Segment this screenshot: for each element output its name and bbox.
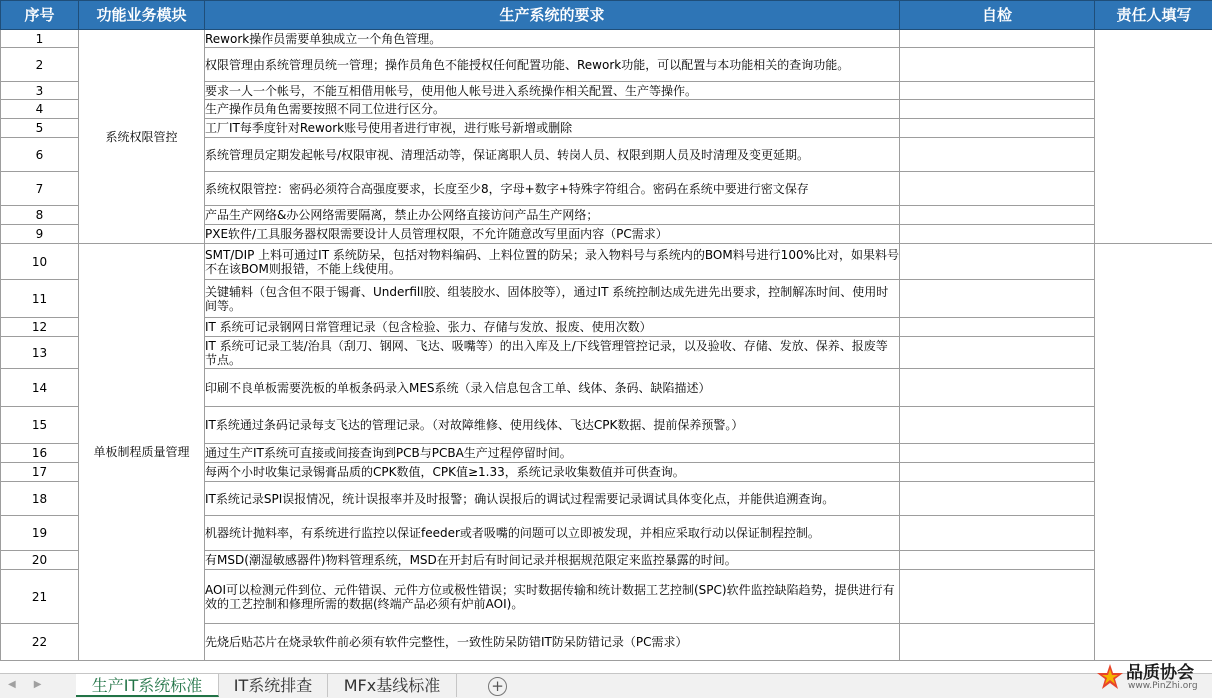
requirement-cell[interactable]: 机器统计抛料率，有系统进行监控以保证feeder或者吸嘴的问题可以立即被发现，并相应采取行动以保证制程控制。	[205, 516, 900, 551]
header-self-check[interactable]: 自检	[900, 1, 1095, 30]
self-check-cell[interactable]	[900, 318, 1095, 337]
row-number[interactable]: 22	[1, 624, 79, 661]
tab-production-it-standard[interactable]: 生产IT系统标准	[76, 674, 219, 697]
requirement-cell[interactable]: 生产操作员角色需要按照不同工位进行区分。	[205, 100, 900, 119]
module-cell-board-quality[interactable]: 单板制程质量管理	[79, 244, 205, 661]
self-check-cell[interactable]	[900, 138, 1095, 172]
requirement-cell[interactable]: Rework操作员需要单独成立一个角色管理。	[205, 30, 900, 48]
module-cell-permission[interactable]: 系统权限管控	[79, 30, 205, 244]
requirement-cell[interactable]: 权限管理由系统管理员统一管理；操作员角色不能授权任何配置功能、Rework功能，可以配置与本功能相关的查询功能。	[205, 48, 900, 82]
self-check-cell[interactable]	[900, 369, 1095, 407]
requirement-cell[interactable]: 系统权限管控：密码必须符合高强度要求，长度至少8，字母+数字+特殊字符组合。密码在系统中要进行密文保存	[205, 172, 900, 206]
self-check-cell[interactable]	[900, 206, 1095, 225]
self-check-cell[interactable]	[900, 407, 1095, 444]
row-number[interactable]: 1	[1, 30, 79, 48]
self-check-cell[interactable]	[900, 244, 1095, 280]
requirement-cell[interactable]: 通过生产IT系统可直接或间接查询到PCB与PCBA生产过程停留时间。	[205, 444, 900, 463]
self-check-cell[interactable]	[900, 48, 1095, 82]
row-number[interactable]: 20	[1, 551, 79, 570]
requirement-cell[interactable]: 系统管理员定期发起帐号/权限审视、清理活动等，保证离职人员、转岗人员、权限到期人员及时清理及变更延期。	[205, 138, 900, 172]
requirement-cell[interactable]: PXE软件/工具服务器权限需要设计人员管理权限，不允许随意改写里面内容（PC需求）	[205, 225, 900, 244]
row-number[interactable]: 14	[1, 369, 79, 407]
requirement-cell[interactable]: 工厂IT每季度针对Rework账号使用者进行审视，进行账号新增或删除	[205, 119, 900, 138]
self-check-cell[interactable]	[900, 337, 1095, 369]
tab-scroll-arrows-icon[interactable]: ◀▶	[8, 679, 59, 690]
header-owner[interactable]: 责任人填写	[1095, 1, 1212, 30]
requirement-cell[interactable]: 印刷不良单板需要洗板的单板条码录入MES系统（录入信息包含工单、线体、条码、缺陷描述）	[205, 369, 900, 407]
row-number[interactable]: 3	[1, 82, 79, 100]
row-number[interactable]: 18	[1, 482, 79, 516]
add-sheet-plus-icon[interactable]: +	[488, 677, 507, 696]
table-row	[1, 30, 1212, 48]
requirement-cell[interactable]: 要求一人一个帐号，不能互相借用帐号，使用他人帐号进入系统操作相关配置、生产等操作。	[205, 82, 900, 100]
row-number[interactable]: 15	[1, 407, 79, 444]
row-number[interactable]: 17	[1, 463, 79, 482]
requirement-cell[interactable]: AOI可以检测元件到位、元件错误、元件方位或极性错误；实时数据传输和统计数据工艺控制(SPC)软件监控缺陷趋势，提供进行有效的工艺控制和修理所需的数据(终端产品必须有炉前AOI)。	[205, 570, 900, 624]
header-row	[1, 1, 1212, 30]
header-index[interactable]: 序号	[1, 1, 79, 30]
watermark-logo	[1092, 657, 1212, 697]
self-check-cell[interactable]	[900, 30, 1095, 48]
row-number[interactable]: 11	[1, 280, 79, 318]
tab-it-system-check[interactable]: IT系统排查	[219, 674, 328, 697]
row-number[interactable]: 13	[1, 337, 79, 369]
self-check-cell[interactable]	[900, 463, 1095, 482]
owner-cell[interactable]	[1095, 244, 1212, 661]
row-number[interactable]: 10	[1, 244, 79, 280]
row-number[interactable]: 2	[1, 48, 79, 82]
tab-mfx-baseline[interactable]: MFx基线标准	[328, 674, 457, 697]
self-check-cell[interactable]	[900, 100, 1095, 119]
requirement-cell[interactable]: 产品生产网络&办公网络需要隔离，禁止办公网络直接访问产品生产网络；	[205, 206, 900, 225]
requirement-cell[interactable]: 有MSD(潮湿敏感器件)物料管理系统，MSD在开封后有时间记录并根据规范限定来监控暴露的时间。	[205, 551, 900, 570]
requirement-cell[interactable]: 先烧后贴芯片在烧录软件前必须有软件完整性，一致性防呆防错IT防呆防错记录（PC需求）	[205, 624, 900, 661]
self-check-cell[interactable]	[900, 225, 1095, 244]
self-check-cell[interactable]	[900, 482, 1095, 516]
row-number[interactable]: 19	[1, 516, 79, 551]
self-check-cell[interactable]	[900, 516, 1095, 551]
self-check-cell[interactable]	[900, 570, 1095, 624]
self-check-cell[interactable]	[900, 551, 1095, 570]
header-requirement[interactable]: 生产系统的要求	[205, 1, 900, 30]
row-number[interactable]: 8	[1, 206, 79, 225]
row-number[interactable]: 5	[1, 119, 79, 138]
row-number[interactable]: 7	[1, 172, 79, 206]
logo-title: 品质协会	[1126, 658, 1194, 683]
row-number[interactable]: 21	[1, 570, 79, 624]
row-number[interactable]: 4	[1, 100, 79, 119]
self-check-cell[interactable]	[900, 624, 1095, 661]
requirement-cell[interactable]: IT 系统可记录钢网日常管理记录（包含检验、张力、存储与发放、报废、使用次数）	[205, 318, 900, 337]
requirement-cell[interactable]: IT 系统可记录工装/治具（刮刀、钢网、飞达、吸嘴等）的出入库及上/下线管理管控记录，以及验收、存储、发放、保养、报废等节点。	[205, 337, 900, 369]
requirement-cell[interactable]: IT系统通过条码记录每支飞达的管理记录。（对故障维修、使用线体、飞达CPK数据、提前保养预警。）	[205, 407, 900, 444]
row-number[interactable]: 9	[1, 225, 79, 244]
self-check-cell[interactable]	[900, 119, 1095, 138]
table-row	[1, 244, 1212, 280]
row-number[interactable]: 12	[1, 318, 79, 337]
star-logo-icon	[1096, 663, 1124, 691]
requirement-cell[interactable]: 关键辅料（包含但不限于锡膏、Underfill胶、组装胶水、固体胶等），通过IT 系统控制达成先进先出要求，控制解冻时间、使用时间等。	[205, 280, 900, 318]
self-check-cell[interactable]	[900, 280, 1095, 318]
logo-url: www.PinZhi.org	[1128, 681, 1198, 691]
sheet-tab-bar	[0, 673, 1212, 698]
header-module[interactable]: 功能业务模块	[79, 1, 205, 30]
row-number[interactable]: 16	[1, 444, 79, 463]
requirement-cell[interactable]: 每两个小时收集记录锡膏品质的CPK数值，CPK值≥1.33，系统记录收集数值并可供查询。	[205, 463, 900, 482]
row-number[interactable]: 6	[1, 138, 79, 172]
requirement-cell[interactable]: IT系统记录SPI误报情况，统计误报率并及时报警；确认误报后的调试过程需要记录调试具体变化点，并能供追溯查询。	[205, 482, 900, 516]
self-check-cell[interactable]	[900, 82, 1095, 100]
owner-cell[interactable]	[1095, 30, 1212, 244]
self-check-cell[interactable]	[900, 444, 1095, 463]
self-check-cell[interactable]	[900, 172, 1095, 206]
requirement-cell[interactable]: SMT/DIP 上料可通过IT 系统防呆，包括对物料编码、上料位置的防呆；录入物料号与系统内的BOM料号进行100%比对，如果料号不在该BOM则报错，不能上线使用。	[205, 244, 900, 280]
